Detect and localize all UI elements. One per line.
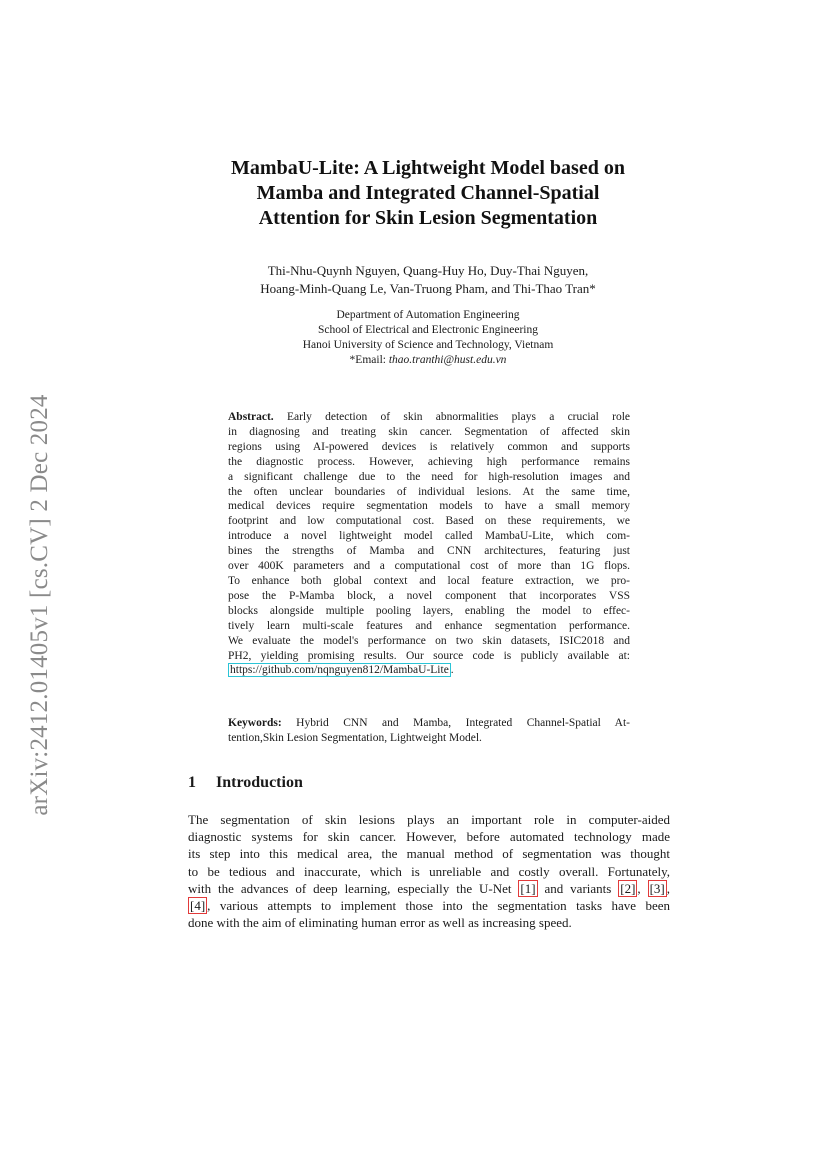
abstract-line: the diagnostic process. However, achieving high performance remains	[228, 455, 630, 468]
abstract-line: pose the P-Mamba block, a novel component that incorporates VSS	[228, 589, 630, 602]
abstract-line: PH2, yielding promising results. Our source code is publicly available at:	[228, 649, 630, 662]
abstract-label: Abstract.	[228, 411, 274, 423]
paper-title	[170, 156, 686, 231]
abstract-line: To enhance both global context and local feature extraction, we pro-	[228, 574, 630, 587]
abstract-line: regions using AI-powered devices is relatively common and supports	[228, 440, 630, 453]
intro-line: its step into this medical area, the manual method of segmentation was thought	[188, 846, 670, 862]
author-list	[170, 262, 686, 298]
intro-line: with the advances of deep learning, especially the U-Net [1] and variants [2] , [3] ,	[188, 880, 671, 896]
abstract-line: Abstract. Early detection of skin abnormalities plays a crucial role	[228, 411, 630, 423]
arxiv-stamp: arXiv:2412.01405v1 [cs.CV] 2 Dec 2024	[26, 394, 53, 816]
abstract	[228, 410, 630, 678]
keywords	[228, 716, 630, 746]
intro-line: diagnostic systems for skin cancer. However, before automated technology made	[188, 829, 670, 845]
affiliation-line: Hanoi University of Science and Technology, Vietnam	[302, 339, 554, 351]
section-heading	[188, 774, 303, 792]
citation-link[interactable]: [1]	[520, 880, 536, 896]
abstract-line: medical devices require segmentation models to have a small memory	[228, 500, 630, 513]
intro-line: to be tedious and inaccurate, which is unreliable and costly overall. Fortunately,	[188, 863, 670, 879]
abstract-line: blocks alongside multiple pooling layers, enabling the model to effec-	[228, 604, 630, 617]
title-line: MambaU-Lite: A Lightweight Model based on	[231, 157, 625, 179]
abstract-line: bines the strengths of Mamba and CNN architectures, featuring just	[228, 545, 630, 558]
email-label: *Email:	[349, 354, 389, 366]
citation-link[interactable]: [3]	[649, 880, 665, 896]
abstract-line: over 400K parameters and a computational cost of more than 1G flops.	[228, 560, 630, 573]
abstract-line: the often unclear boundaries of individual lesions. At the same time,	[228, 485, 630, 498]
title-line: Attention for Skin Lesion Segmentation	[258, 207, 598, 229]
section-number: 1	[188, 774, 196, 791]
intro-line: [4] , various attempts to implement those into the segmentation tasks have been	[190, 898, 670, 914]
author-line: Hoang-Minh-Quang Le, Van-Truong Pham, and Thi-Thao Tran*	[260, 281, 596, 296]
title-line: Mamba and Integrated Channel-Spatial	[256, 182, 600, 204]
citation-link[interactable]: [4]	[190, 898, 206, 914]
keywords-label: Keywords:	[228, 717, 282, 729]
intro-line: The segmentation of skin lesions plays an important role in computer-aided	[188, 812, 670, 827]
section-title: Introduction	[216, 774, 303, 791]
abstract-line: https://github.com/nqnguyen812/MambaU-Lite .	[230, 664, 454, 677]
abstract-line: tively learn multi-scale features and enhance segmentation performance.	[228, 619, 630, 632]
intro-line: done with the aim of eliminating human error as well as increasing speed.	[188, 915, 572, 931]
abstract-line: in diagnosing and treating skin cancer. Segmentation of affected skin	[228, 425, 630, 438]
citation-link[interactable]: [2]	[620, 880, 636, 896]
keywords-line: tention,Skin Lesion Segmentation, Lightweight Model.	[228, 732, 482, 744]
affiliation-line: Department of Automation Engineering	[336, 309, 520, 321]
affiliation	[170, 308, 686, 368]
email-address[interactable]: thao.tranthi@hust.edu.vn	[388, 354, 507, 366]
affiliation-line: School of Electrical and Electronic Engineering	[317, 324, 538, 336]
abstract-line: introduce a novel lightweight model called MambaU-Lite, which com-	[228, 530, 630, 543]
keywords-line: Keywords: Hybrid CNN and Mamba, Integrated Channel-Spatial At-	[228, 717, 630, 729]
author-line: Thi-Nhu-Quynh Nguyen, Quang-Huy Ho, Duy-Thai Nguyen,	[267, 263, 589, 278]
intro-paragraph	[188, 811, 670, 931]
abstract-line: footprint and low computational cost. Based on these requirements, we	[228, 515, 630, 528]
abstract-line: a significant challenge due to the need for high-resolution images and	[228, 470, 630, 483]
source-code-link[interactable]: https://github.com/nqnguyen812/MambaU-Lite	[230, 664, 449, 677]
email-line	[170, 353, 686, 368]
abstract-line: We evaluate the model's performance on two skin datasets, ISIC2018 and	[228, 634, 630, 647]
